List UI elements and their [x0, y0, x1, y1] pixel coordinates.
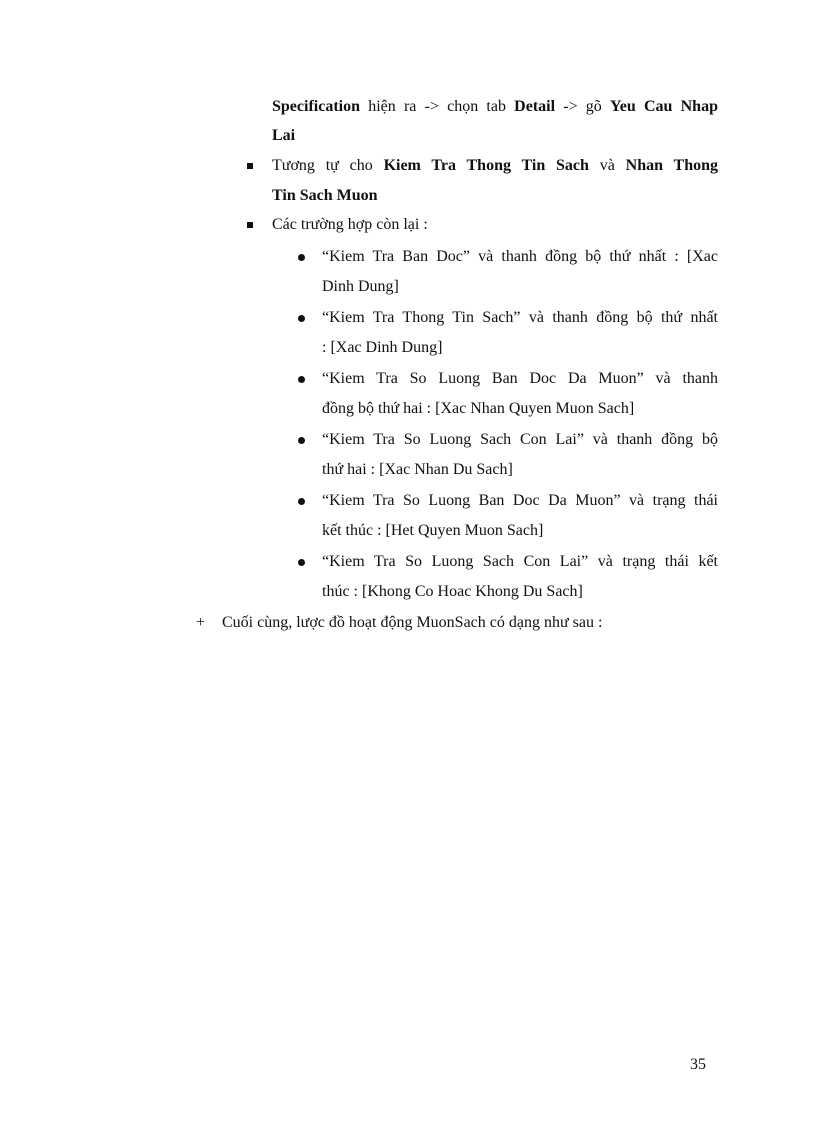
text-segment: -> gõ: [555, 98, 610, 115]
bullet-item-5-line-1: “Kiem Tra So Luong Ban Doc Da Muon” và trạng thái: [322, 492, 718, 509]
bullet-item-2-line-2: : [Xac Dinh Dung]: [322, 339, 443, 356]
bullet-dot-icon: [298, 498, 305, 505]
spec-line-1: [272, 97, 718, 117]
square-bullet-icon: [247, 163, 253, 169]
bullet-item-4-line-2: thứ hai : [Xac Nhan Du Sach]: [322, 461, 513, 478]
bullet-item-5-line-2: kết thúc : [Het Quyen Muon Sach]: [322, 522, 544, 539]
square-bullet-icon: [247, 222, 253, 228]
bold-yeu-cau-nhap: Yeu Cau Nhap: [610, 98, 718, 115]
text-segment: hiện ra -> chọn tab: [360, 98, 515, 115]
bullet-dot-icon: [298, 559, 305, 566]
bold-specification: Specification: [272, 98, 360, 115]
page-number: 35: [690, 1056, 706, 1073]
bold-tin-sach-muon: Tin Sach Muon: [272, 187, 378, 204]
text-segment: Tương tự cho: [272, 157, 384, 174]
bold-lai: Lai: [272, 127, 296, 144]
bullet-item-6-line-1: “Kiem Tra So Luong Sach Con Lai” và trạng thái kết: [322, 553, 718, 570]
bullet-dot-icon: [298, 254, 305, 261]
square-item-1-line-2: [272, 186, 378, 206]
bold-detail: Detail: [514, 98, 556, 115]
bullet-item-3-line-1: “Kiem Tra So Luong Ban Doc Da Muon” và thanh: [322, 370, 718, 387]
bullet-dot-icon: [298, 376, 305, 383]
text-segment: và: [588, 157, 626, 174]
final-item-text: Cuối cùng, lược đồ hoạt động MuonSach có dạng như sau :: [222, 614, 603, 631]
bold-nhan-thong: Nhan Thong: [625, 157, 719, 174]
square-item-2: Các trường hợp còn lại :: [272, 216, 428, 233]
square-item-1-line-1: [272, 156, 718, 176]
plus-marker: +: [196, 614, 206, 631]
bullet-dot-icon: [298, 437, 305, 444]
bold-kiem-tra-thong-tin-sach: Kiem Tra Thong Tin Sach: [383, 157, 589, 174]
bullet-item-6-line-2: thúc : [Khong Co Hoac Khong Du Sach]: [322, 583, 583, 600]
bullet-item-2-line-1: “Kiem Tra Thong Tin Sach” và thanh đồng bộ thứ nhất: [322, 309, 718, 326]
bullet-item-4-line-1: “Kiem Tra So Luong Sach Con Lai” và thanh đồng bộ: [322, 431, 718, 448]
bullet-item-1-line-1: “Kiem Tra Ban Doc” và thanh đồng bộ thứ nhất : [Xac: [322, 248, 718, 265]
bullet-dot-icon: [298, 315, 305, 322]
bullet-item-1-line-2: Dinh Dung]: [322, 278, 399, 295]
spec-line-2: [272, 126, 295, 146]
bullet-item-3-line-2: đồng bộ thứ hai : [Xac Nhan Quyen Muon Sach]: [322, 400, 635, 417]
